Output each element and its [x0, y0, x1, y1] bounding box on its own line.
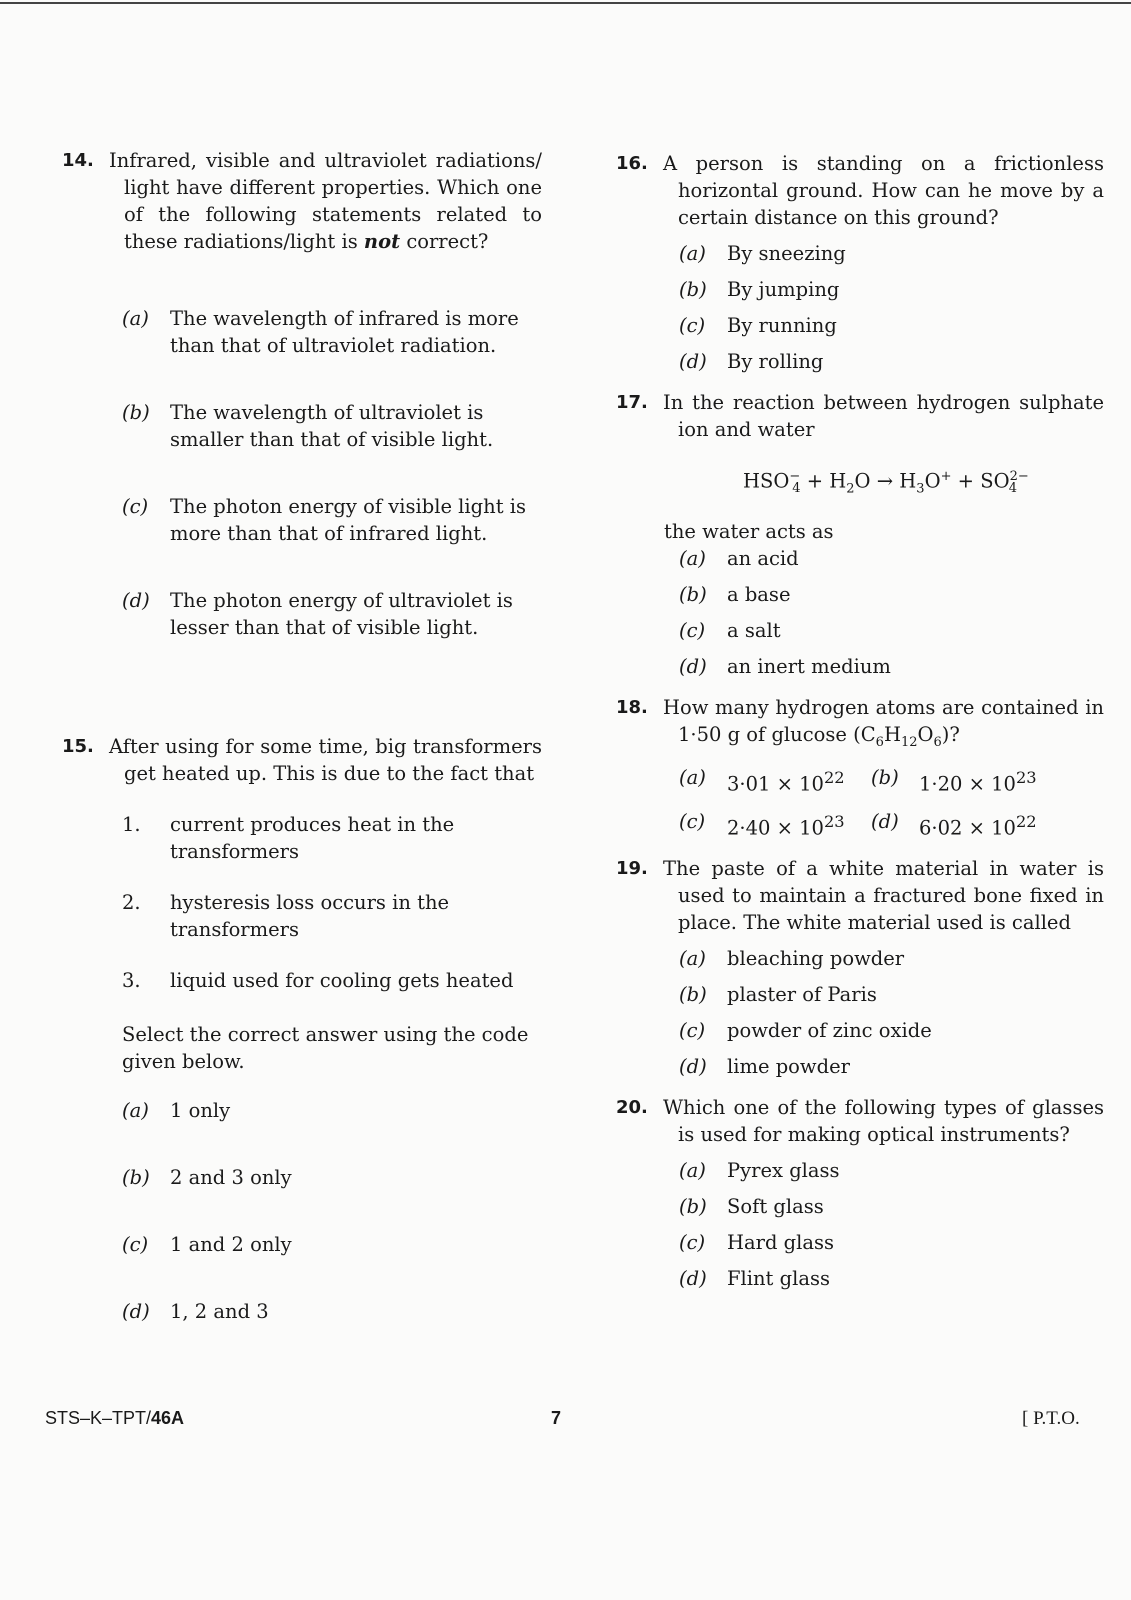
left-column — [62, 147, 542, 1325]
option-d[interactable]: (d) By rolling — [679, 350, 824, 373]
question-number: 18. — [616, 697, 648, 719]
question-number: 14. — [62, 150, 94, 171]
top-rule — [0, 2, 1131, 4]
question-number: 19. — [616, 858, 648, 880]
option-a[interactable]: (a) bleaching powder — [679, 947, 905, 971]
option-b[interactable]: (b) plaster of Paris — [679, 983, 877, 1007]
statement-1: 1. current produces heat in the transformers — [122, 813, 455, 863]
question-text: How many hydrogen atoms are contained in 1·50 g of glucose $(C_6H_{12}O_6)$? — [663, 696, 1104, 751]
option-c[interactable]: (c) $2\cdot 40 \times 10^{23}$ — [679, 809, 845, 840]
option-a[interactable]: (a) The wavelength of infrared is more than that of ultraviolet radiation. — [122, 307, 519, 357]
question-text: Which one of the following types of glasses is used for making optical instruments? — [663, 1096, 1104, 1147]
option-row-2 — [616, 808, 1104, 842]
emphasis-not: not — [363, 230, 401, 253]
question-17 — [616, 389, 1104, 680]
option-c[interactable]: (c) Hard glass — [679, 1231, 834, 1255]
chemical-equation: $HSO^-_4 + H_2O \to H_3O^+ + SO^{2-}_4$ — [742, 469, 1029, 497]
instruction-text: Select the correct answer using the code given below. — [122, 1023, 529, 1073]
option-a[interactable]: (a) $3\cdot 01 \times 10^{22}$ — [679, 766, 845, 796]
option-b[interactable]: (b) The wavelength of ultraviolet is smaller than that of visible light. — [122, 401, 494, 451]
option-d[interactable]: (d) an inert medium — [679, 655, 891, 679]
question-number: 17. — [616, 392, 648, 413]
option-a[interactable]: (a) By sneezing — [679, 242, 846, 265]
booklet-code: STS–K–TPT/46A — [45, 1408, 185, 1428]
question-16 — [616, 150, 1104, 375]
option-d[interactable]: (d) Flint glass — [679, 1267, 830, 1291]
question-19 — [616, 855, 1104, 1080]
pto-label: [ P.T.O. — [1022, 1408, 1080, 1429]
option-b[interactable]: (b) Soft glass — [679, 1195, 824, 1219]
option-b[interactable]: (b) 2 and 3 only — [122, 1166, 292, 1189]
option-c[interactable]: (c) The photon energy of visible light is more than that of infrared light. — [122, 495, 526, 545]
option-d[interactable]: (d) 1, 2 and 3 — [122, 1300, 269, 1323]
option-row-1 — [616, 764, 1104, 798]
question-number: 16. — [616, 153, 648, 174]
question-number: 20. — [616, 1097, 648, 1119]
option-a[interactable]: (a) 1 only — [122, 1099, 231, 1122]
option-b[interactable]: (b) $1\cdot 20 \times 10^{23}$ — [871, 766, 1037, 796]
question-18 — [616, 694, 1104, 841]
right-column — [616, 150, 1104, 1292]
option-c[interactable]: (c) By running — [679, 314, 837, 337]
question-text: After using for some time, big transformers get heated up. This is due to the fact that — [109, 735, 542, 785]
option-b[interactable]: (b) By jumping — [679, 278, 840, 301]
option-b[interactable]: (b) a base — [679, 583, 791, 607]
statement-2: 2. hysteresis loss occurs in the transformers — [122, 891, 450, 941]
question-15 — [62, 733, 542, 1325]
option-c[interactable]: (c) 1 and 2 only — [122, 1233, 292, 1256]
option-d[interactable]: (d) lime powder — [679, 1055, 850, 1079]
question-number: 15. — [62, 736, 94, 757]
question-text: A person is standing on a frictionless horizontal ground. How can he move by a certain distance on this ground? — [663, 152, 1104, 229]
follow-text: the water acts as — [664, 520, 834, 544]
statement-3: 3. liquid used for cooling gets heated — [122, 969, 514, 992]
page-number: 7 — [551, 1408, 562, 1428]
option-d[interactable]: (d) $6\cdot 02 \times 10^{22}$ — [871, 809, 1037, 840]
question-text: The paste of a white material in water is used to maintain a fractured bone fixed in place. The white material used is called — [663, 857, 1104, 935]
option-c[interactable]: (c) powder of zinc oxide — [679, 1019, 932, 1043]
question-text: In the reaction between hydrogen sulphate ion and water — [663, 391, 1104, 441]
option-d[interactable]: (d) The photon energy of ultraviolet is lesser than that of visible light. — [122, 589, 513, 639]
question-20 — [616, 1094, 1104, 1292]
option-a[interactable]: (a) Pyrex glass — [679, 1159, 840, 1183]
question-14 — [62, 147, 542, 641]
option-c[interactable]: (c) a salt — [679, 619, 781, 643]
option-a[interactable]: (a) an acid — [679, 547, 799, 571]
question-text: Infrared, visible and ultraviolet radiations/ light have different properties. Which one of the following statements related to these radiations/light is not correct? — [109, 149, 542, 253]
